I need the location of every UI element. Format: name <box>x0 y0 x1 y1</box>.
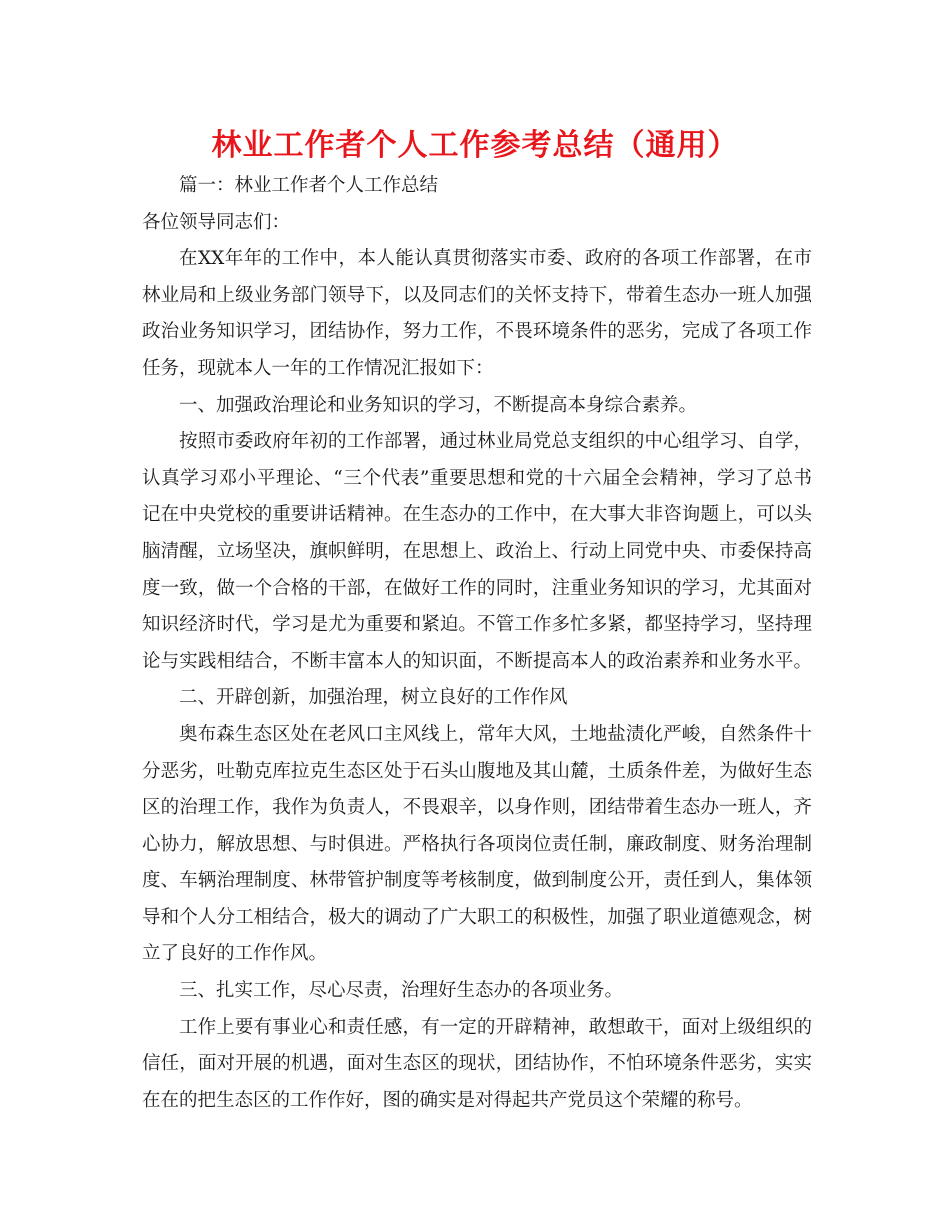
text-line: 一、加强政治理论和业务知识的学习，不断提高本身综合素养。 <box>179 394 698 416</box>
text-line: 记在中央党校的重要讲话精神。在生态办的工作中，在大事大非咨询题上，可以头 <box>142 504 812 526</box>
text-line: 立了良好的工作作风。 <box>142 943 328 965</box>
text-line: 认真学习邓小平理论、“三个代表”重要思想和党的十六届全会精神，学习了总书 <box>142 467 812 489</box>
text-line: 区的治理工作，我作为负责人，不畏艰辛，以身作则，团结带着生态办一班人，齐 <box>142 797 812 819</box>
text-line: 政治业务知识学习，团结协作，努力工作，不畏环境条件的恶劣，完成了各项工作 <box>142 321 812 343</box>
text-line: 度、车辆治理制度、林带管护制度等考核制度，做到制度公开，责任到人，集体领 <box>142 870 812 892</box>
text-line: 导和个人分工相结合，极大的调动了广大职工的积极性，加强了职业道德观念，树 <box>142 906 812 928</box>
text-line: 各位领导同志们： <box>142 211 291 233</box>
text-line: 按照市委政府年初的工作部署，通过林业局党总支组织的中心组学习、自学， <box>179 431 812 453</box>
text-line: 心协力，解放思想、与时俱进。严格执行各项岗位责任制，廉政制度、财务治理制 <box>142 833 812 855</box>
text-line: 三、扎实工作，尽心尽责，治理好生态办的各项业务。 <box>179 980 624 1002</box>
text-line: 分恶劣，吐勒克库拉克生态区处于石头山腹地及其山麓，土质条件差，为做好生态 <box>142 760 812 782</box>
text-line: 工作上要有事业心和责任感，有一定的开辟精神，敢想敢干，面对上级组织的 <box>179 1016 812 1038</box>
text-line: 二、开辟创新，加强治理，树立良好的工作作风 <box>179 687 568 709</box>
text-line: 任务，现就本人一年的工作情况汇报如下： <box>142 357 494 379</box>
document-title: 林业工作者个人工作参考总结（通用） <box>211 128 739 163</box>
text-line: 在XX年年的工作中，本人能认真贯彻落实市委、政府的各项工作部署，在市 <box>179 248 812 270</box>
text-line: 篇一：林业工作者个人工作总结 <box>179 175 439 196</box>
text-line: 脑清醒，立场坚决，旗帜鲜明，在思想上、政治上、行动上同党中央、市委保持高 <box>142 540 812 562</box>
text-line: 在在的把生态区的工作作好，图的确实是对得起共产党员这个荣耀的称号。 <box>142 1089 753 1111</box>
text-line: 知识经济时代，学习是尤为重要和紧迫。不管工作多忙多紧，都坚持学习，坚持理 <box>142 614 812 636</box>
text-line: 奥布森生态区处在老风口主风线上，常年大风，土地盐渍化严峻，自然条件十 <box>179 723 812 745</box>
text-line: 林业局和上级业务部门领导下，以及同志们的关怀支持下，带着生态办一班人加强 <box>142 284 812 306</box>
text-line: 论与实践相结合，不断丰富本人的知识面，不断提高本人的政治素养和业务水平。 <box>142 650 812 672</box>
document-body <box>142 168 812 1119</box>
text-line: 度一致，做一个合格的干部，在做好工作的同时，注重业务知识的学习，尤其面对 <box>142 577 812 599</box>
text-line: 信任，面对开展的机遇，面对生态区的现状，团结协作，不怕环境条件恶劣，实实 <box>142 1053 812 1075</box>
